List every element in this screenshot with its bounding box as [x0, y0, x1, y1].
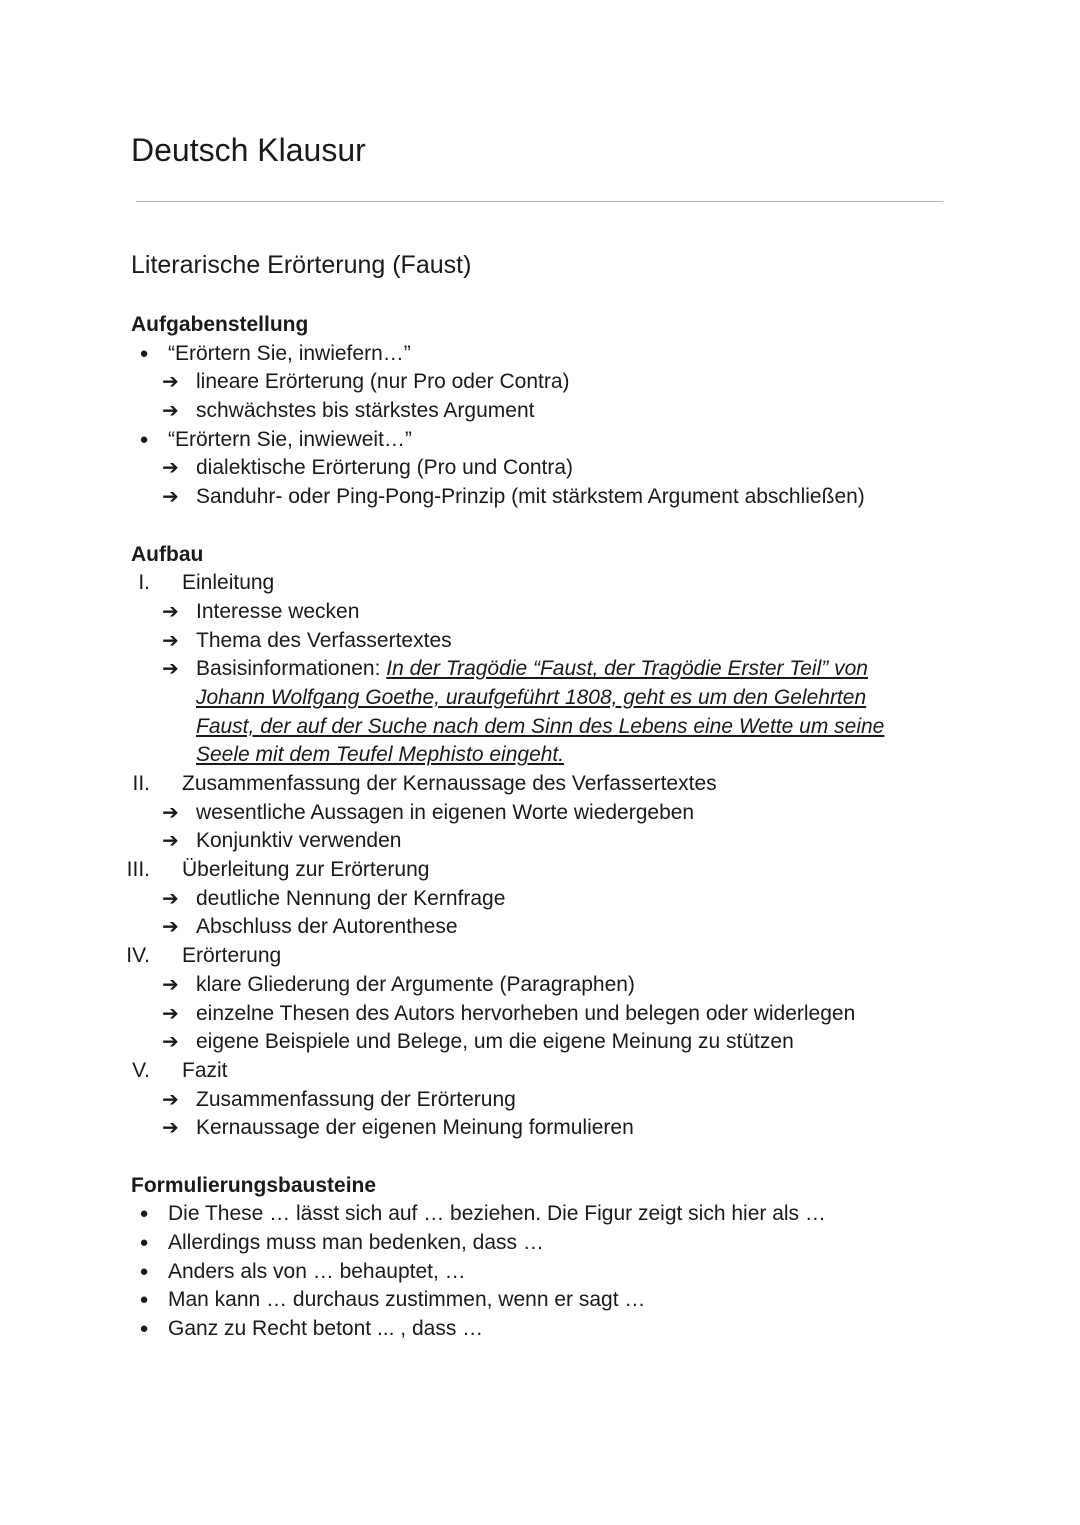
section-heading: Aufbau — [131, 542, 204, 566]
arrow-item — [0, 971, 1080, 1000]
bullet-icon: ● — [139, 1234, 149, 1251]
bullet-icon: ● — [139, 1291, 149, 1309]
arrow-item — [0, 483, 1080, 512]
roman-section-title: Fazit — [182, 1058, 228, 1082]
roman-numeral: V. — [132, 1058, 150, 1082]
bullet-item-text: Ganz zu Recht betont ... , dass … — [168, 1317, 484, 1341]
basis-text-wrap — [196, 713, 884, 742]
arrow-icon: ➔ — [162, 1031, 179, 1054]
arrow-item-text: Zusammenfassung der Erörterung — [196, 1087, 516, 1111]
arrow-item — [0, 913, 1080, 942]
basis-text-wrap — [196, 741, 564, 770]
document-title: Deutsch Klausur — [131, 132, 366, 168]
arrow-item — [0, 885, 1080, 914]
arrow-icon: ➔ — [162, 400, 179, 423]
arrow-icon: ➔ — [162, 371, 179, 394]
arrow-item-text: dialektische Erörterung (Pro und Contra) — [196, 456, 574, 480]
roman-numeral: IV. — [126, 944, 150, 968]
arrow-item — [0, 827, 1080, 856]
arrow-item — [0, 627, 1080, 656]
arrow-item — [0, 1114, 1080, 1143]
arrow-icon: ➔ — [162, 887, 179, 910]
arrow-item-text: Sanduhr- oder Ping-Pong-Prinzip (mit stärkstem Argument abschließen) — [196, 485, 865, 509]
arrow-item-text: schwächstes bis stärkstes Argument — [196, 399, 535, 423]
bullet-item — [0, 1315, 1080, 1344]
bullet-item-text: Anders als von … behauptet, … — [168, 1259, 466, 1283]
bullet-item — [0, 1229, 1080, 1258]
arrow-item-text: Interesse wecken — [196, 599, 360, 623]
arrow-item — [0, 1028, 1080, 1057]
document-body — [0, 311, 1080, 1344]
arrow-item-text: lineare Erörterung (nur Pro oder Contra) — [196, 370, 570, 394]
blank-line — [0, 1143, 1080, 1172]
bullet-item-text: “Erörtern Sie, inwiefern…” — [168, 341, 411, 365]
section-heading: Formulierungsbausteine — [131, 1173, 377, 1197]
arrow-icon: ➔ — [162, 1088, 179, 1111]
basis-info — [196, 655, 868, 684]
basis-text-line: Seele mit dem Teufel Mephisto eingeht. — [196, 743, 565, 767]
arrow-item — [0, 655, 1080, 684]
arrow-item — [0, 454, 1080, 483]
bullet-item-text: Man kann … durchaus zustimmen, wenn er sagt … — [168, 1288, 646, 1312]
arrow-icon: ➔ — [162, 629, 179, 652]
arrow-item — [0, 1000, 1080, 1029]
bullet-icon: ● — [139, 344, 149, 362]
arrow-icon: ➔ — [162, 916, 179, 939]
bullet-icon: ● — [139, 430, 149, 448]
roman-section — [0, 569, 1080, 598]
roman-numeral: III. — [126, 858, 150, 882]
arrow-item-text: eigene Beispiele und Belege, um die eigene Meinung zu stützen — [196, 1030, 794, 1054]
roman-section — [0, 856, 1080, 885]
bullet-item-text: Die These … lässt sich auf … beziehen. Die Figur zeigt sich hier als … — [168, 1202, 826, 1226]
bullet-icon: ● — [139, 1262, 149, 1280]
arrow-item-text: Kernaussage der eigenen Meinung formulieren — [196, 1116, 634, 1140]
roman-numeral: II. — [132, 772, 150, 795]
roman-section-title: Überleitung zur Erörterung — [182, 858, 430, 882]
basis-text-line: Faust, der auf der Suche nach dem Sinn des Lebens eine Wette um seine — [196, 714, 885, 738]
basis-label: Basisinformationen: — [196, 657, 381, 681]
arrow-item-text: einzelne Thesen des Autors hervorheben und belegen oder widerlegen — [196, 1001, 856, 1025]
arrow-icon: ➔ — [162, 1002, 179, 1025]
arrow-item-text: Abschluss der Autorenthese — [196, 915, 458, 939]
basis-continuation — [0, 741, 1080, 770]
bullet-item — [0, 1258, 1080, 1287]
horizontal-rule — [136, 201, 943, 202]
arrow-item-text: wesentliche Aussagen in eigenen Worte wiedergeben — [196, 800, 695, 824]
arrow-icon: ➔ — [162, 801, 179, 824]
roman-section-title: Zusammenfassung der Kernaussage des Verfassertextes — [182, 772, 717, 795]
arrow-item-text: Thema des Verfassertextes — [196, 628, 452, 652]
arrow-icon: ➔ — [162, 830, 179, 853]
bullet-item — [0, 1286, 1080, 1315]
basis-text-wrap — [196, 684, 866, 713]
bullet-item-text: “Erörtern Sie, inwieweit…” — [168, 427, 412, 451]
bullet-icon: ● — [139, 1320, 149, 1338]
arrow-item-text: klare Gliederung der Argumente (Paragraphen) — [196, 972, 635, 996]
basis-text-line: Johann Wolfgang Goethe, uraufgeführt 1808, geht es um den Gelehrten — [196, 685, 867, 709]
basis-continuation — [0, 684, 1080, 713]
arrow-item-text: deutliche Nennung der Kernfrage — [196, 886, 506, 910]
arrow-item — [0, 1086, 1080, 1115]
arrow-icon: ➔ — [162, 457, 179, 480]
arrow-item — [0, 368, 1080, 397]
roman-numeral: I. — [138, 571, 150, 595]
arrow-icon: ➔ — [162, 600, 179, 623]
roman-section — [0, 942, 1080, 971]
arrow-item-text: Konjunktiv verwenden — [196, 829, 402, 853]
arrow-item — [0, 799, 1080, 828]
document-subtitle: Literarische Erörterung (Faust) — [131, 251, 472, 279]
arrow-icon: ➔ — [162, 1117, 179, 1140]
section-heading: Aufgabenstellung — [131, 313, 309, 336]
roman-section-title: Erörterung — [182, 944, 282, 968]
bullet-icon: ● — [139, 1205, 149, 1223]
arrow-item — [0, 598, 1080, 627]
roman-section — [0, 770, 1080, 799]
basis-text-line: In der Tragödie “Faust, der Tragödie Erster Teil” von — [386, 657, 868, 681]
roman-section-title: Einleitung — [182, 571, 275, 595]
bullet-item-text: Allerdings muss man bedenken, dass … — [168, 1231, 544, 1254]
bullet-item — [0, 426, 1080, 455]
arrow-icon: ➔ — [162, 973, 179, 996]
basis-continuation — [0, 713, 1080, 742]
bullet-item — [0, 340, 1080, 369]
arrow-icon: ➔ — [162, 658, 179, 681]
blank-line — [0, 512, 1080, 541]
roman-section — [0, 1057, 1080, 1086]
arrow-item — [0, 397, 1080, 426]
arrow-icon: ➔ — [162, 486, 179, 509]
bullet-item — [0, 1200, 1080, 1229]
